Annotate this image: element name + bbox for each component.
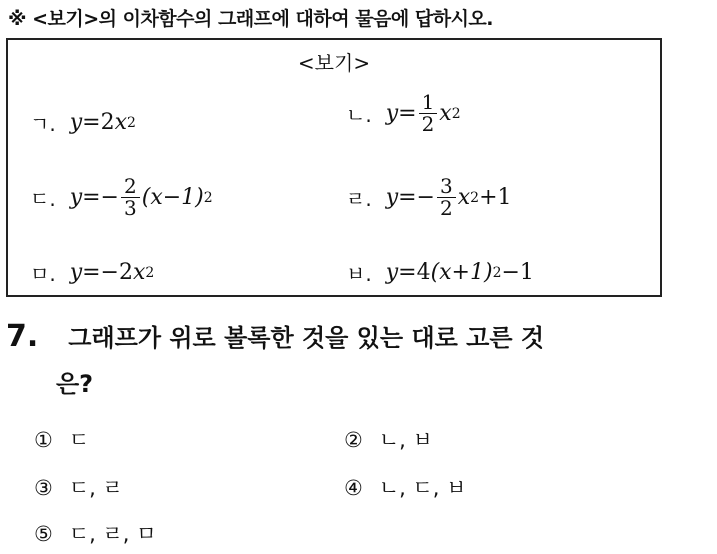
item-label: ㅁ. xyxy=(30,262,56,286)
choice-text: ㄷ, ㄹ, ㅁ xyxy=(68,522,157,546)
item-label: ㄱ. xyxy=(30,112,56,136)
equation: y =− $\frac{3}{2}$ x 2 +1 xyxy=(385,174,512,220)
example-box-title: <보기> xyxy=(297,51,371,75)
item-label: ㄴ. xyxy=(346,103,372,127)
example-item-bieup xyxy=(346,258,534,287)
choice-mark: ④ xyxy=(344,476,363,500)
item-label: ㅂ. xyxy=(346,262,372,286)
equation: y = 2 x 2 xyxy=(69,110,136,135)
choice-text: ㄴ, ㄷ, ㅂ xyxy=(378,476,467,500)
question-text: 그래프가 위로 볼록한 것을 있는 대로 고른 것 xyxy=(68,324,545,352)
fraction: $\frac{1}{2}$ xyxy=(419,92,438,135)
choice-mark: ⑤ xyxy=(34,522,53,546)
choice-5[interactable] xyxy=(34,518,156,548)
choice-mark: ① xyxy=(34,428,53,452)
choice-2[interactable] xyxy=(344,424,433,454)
choice-text: ㄷ xyxy=(68,428,90,452)
fraction: $\frac{3}{2}$ xyxy=(437,176,456,219)
choice-mark: ③ xyxy=(34,476,53,500)
example-item-digeut xyxy=(30,176,213,219)
item-label: ㄹ. xyxy=(346,187,372,211)
item-label: ㄷ. xyxy=(30,187,56,211)
choice-text: ㄴ, ㅂ xyxy=(378,428,433,452)
choice-1[interactable] xyxy=(34,424,89,454)
example-item-giyeok xyxy=(30,108,136,137)
equation: y =− 2 x 2 xyxy=(69,260,155,285)
equation: y = $\frac{1}{2}$ x 2 xyxy=(385,90,461,136)
choice-3[interactable] xyxy=(34,472,123,502)
equation: y =− $\frac{2}{3}$ (x−1) 2 xyxy=(69,174,213,220)
question-line-2: 은? xyxy=(56,370,94,398)
question-line-1 xyxy=(6,314,706,361)
choice-text: ㄷ, ㄹ xyxy=(68,476,123,500)
choice-4[interactable] xyxy=(344,472,466,502)
instruction-text: ※ <보기>의 이차함수의 그래프에 대하여 물음에 답하시오. xyxy=(8,8,494,30)
example-item-nieun xyxy=(346,92,461,135)
example-item-mieum xyxy=(30,258,154,287)
choice-mark: ② xyxy=(344,428,363,452)
fraction: $\frac{2}{3}$ xyxy=(121,176,140,219)
example-box xyxy=(6,38,662,297)
equation: y = 4 (x+1) 2 −1 xyxy=(385,260,534,285)
question-number: 7. xyxy=(6,319,39,354)
example-item-rieul xyxy=(346,176,512,219)
question xyxy=(6,314,706,407)
